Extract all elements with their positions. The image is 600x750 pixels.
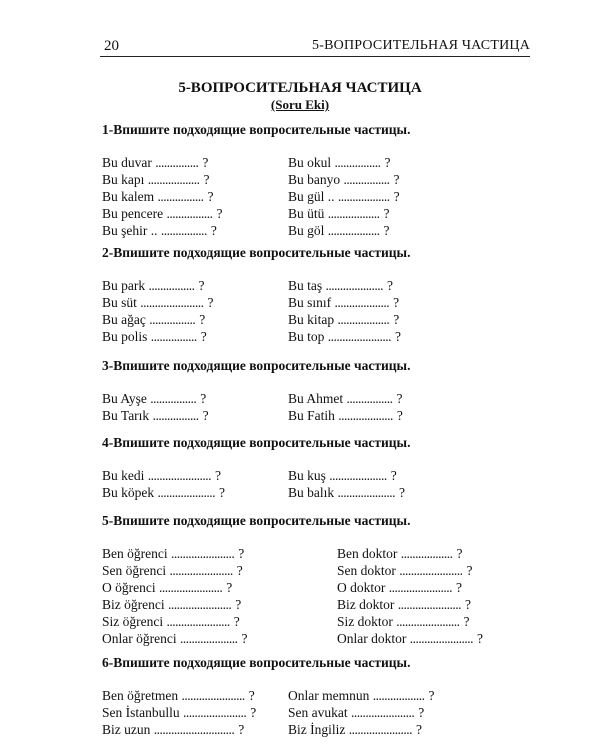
exercise-column-right [337, 545, 483, 647]
exercise-prompt: Bu kapı [102, 172, 148, 187]
exercise-line [288, 277, 401, 294]
question-mark: ? [200, 329, 207, 344]
answer-blank[interactable]: ................... [334, 295, 390, 310]
exercise-heading: 5-Впишите подходящие вопросительные частицы. [102, 513, 411, 528]
exercise-prompt: O doktor [337, 580, 389, 595]
chapter-subtitle: (Soru Eki) [270, 97, 330, 112]
question-mark: ? [202, 155, 209, 170]
exercise-prompt: Bu park [102, 278, 149, 293]
question-mark: ? [238, 722, 245, 737]
exercise-line [102, 545, 247, 562]
exercise-line [337, 596, 483, 613]
exercise-prompt: Bu gül .. [288, 189, 338, 204]
question-mark: ? [200, 391, 207, 406]
exercise-line [102, 721, 256, 738]
question-mark: ? [210, 223, 217, 238]
question-mark: ? [384, 155, 391, 170]
answer-blank[interactable]: ................ [166, 206, 213, 221]
exercise-prompt: Bu okul [288, 155, 335, 170]
question-mark: ? [236, 563, 243, 578]
exercise-prompt: Biz öğrenci [102, 597, 168, 612]
exercise-prompt: Siz öğrenci [102, 614, 167, 629]
exercise-heading: 2-Впишите подходящие вопросительные частицы. [102, 245, 411, 260]
answer-blank[interactable]: .................. [337, 189, 390, 204]
exercise-column-left [102, 545, 247, 647]
answer-blank[interactable]: ...................... [140, 295, 204, 310]
exercise-line [288, 311, 401, 328]
answer-blank[interactable]: ...................... [169, 563, 233, 578]
exercise-line [102, 311, 214, 328]
exercise-column-left [102, 467, 225, 501]
question-mark: ? [476, 631, 483, 646]
exercise-line [102, 579, 247, 596]
exercise-prompt: Bu kuş [288, 468, 330, 483]
answer-blank[interactable]: .................... [325, 278, 384, 293]
exercise-prompt: Bu kedi [102, 468, 148, 483]
exercise-line [288, 467, 405, 484]
answer-blank[interactable]: .................. [147, 172, 200, 187]
answer-blank[interactable]: .................... [179, 631, 238, 646]
exercise-prompt: Biz İngiliz [288, 722, 349, 737]
exercise-column-left [102, 277, 214, 345]
exercise-4 [102, 435, 542, 501]
answer-blank[interactable]: ...................... [396, 614, 460, 629]
answer-blank[interactable]: ................ [150, 329, 197, 344]
answer-blank[interactable]: ............................ [153, 722, 235, 737]
answer-blank[interactable]: .................. [327, 206, 380, 221]
exercise-line [288, 188, 400, 205]
exercise-prompt: Bu Ayşe [102, 391, 151, 406]
exercise-prompt: Bu pencere [102, 206, 167, 221]
question-mark: ? [203, 172, 210, 187]
answer-blank[interactable]: ...................... [388, 580, 452, 595]
answer-blank[interactable]: ................ [148, 278, 195, 293]
exercise-line [337, 562, 483, 579]
exercise-line [102, 467, 225, 484]
question-mark: ? [226, 580, 233, 595]
question-mark: ? [238, 546, 245, 561]
exercise-prompt: Bu taş [288, 278, 326, 293]
exercise-line [102, 188, 222, 205]
exercise-prompt: Bu köpek [102, 485, 158, 500]
exercise-line [337, 630, 483, 647]
question-mark: ? [235, 597, 242, 612]
question-mark: ? [418, 705, 425, 720]
question-mark: ? [198, 278, 205, 293]
question-mark: ? [216, 206, 223, 221]
exercise-6 [102, 655, 542, 738]
page-header [100, 34, 530, 57]
question-mark: ? [233, 614, 240, 629]
question-mark: ? [463, 614, 470, 629]
exercise-line [102, 390, 209, 407]
answer-blank[interactable]: ...................... [158, 580, 223, 595]
answer-blank[interactable]: ................ [343, 172, 390, 187]
answer-blank[interactable]: ...................... [170, 546, 235, 561]
question-mark: ? [207, 295, 214, 310]
question-mark: ? [466, 563, 473, 578]
exercise-prompt: Bu Tarık [102, 408, 153, 423]
exercise-prompt: Bu göl [288, 223, 328, 238]
exercise-line [102, 613, 247, 630]
exercise-line [102, 630, 247, 647]
exercise-1 [102, 122, 542, 239]
answer-blank[interactable]: ...................... [399, 563, 463, 578]
answer-blank[interactable]: .................. [372, 688, 425, 703]
page-number: 20 [104, 38, 119, 54]
exercise-prompt: Bu kitap [288, 312, 338, 327]
answer-blank[interactable]: ...................... [166, 614, 230, 629]
question-mark: ? [199, 312, 206, 327]
exercise-line [288, 154, 400, 171]
question-mark: ? [215, 468, 221, 483]
exercise-line [288, 171, 400, 188]
answer-blank[interactable]: .................... [337, 485, 395, 500]
answer-blank[interactable]: ................ [152, 408, 199, 423]
question-mark: ? [387, 278, 394, 293]
question-mark: ? [202, 408, 209, 423]
question-mark: ? [250, 705, 257, 720]
exercise-grid [102, 277, 542, 345]
exercise-line [102, 294, 214, 311]
exercise-line [102, 171, 222, 188]
exercise-prompt: Sen İstanbullu [102, 705, 183, 720]
answer-blank[interactable]: ............... [155, 155, 199, 170]
exercise-heading: 6-Впишите подходящие вопросительные частицы. [102, 655, 411, 670]
exercise-line [102, 328, 214, 345]
exercise-grid [102, 467, 542, 501]
exercise-column-left [102, 390, 209, 424]
exercise-line [102, 704, 256, 721]
exercise-prompt: Sen öğrenci [102, 563, 170, 578]
exercise-column-right [288, 687, 434, 738]
exercise-line [288, 294, 401, 311]
answer-blank[interactable]: ................ [150, 391, 197, 406]
exercise-grid [102, 154, 542, 239]
exercise-prompt: Bu duvar [102, 155, 156, 170]
exercise-column-right [288, 467, 405, 501]
exercise-line [102, 154, 222, 171]
exercise-prompt: Bu şehir .. [102, 223, 161, 238]
exercise-grid [102, 545, 542, 647]
exercise-line [288, 390, 403, 407]
answer-blank[interactable]: ...................... [147, 468, 211, 483]
exercise-prompt: Bu Fatih [288, 408, 339, 423]
exercise-prompt: Biz doktor [337, 597, 398, 612]
question-mark: ? [393, 312, 400, 327]
answer-blank[interactable]: ...................... [397, 597, 461, 612]
exercise-column-left [102, 687, 256, 738]
answer-blank[interactable]: ...................... [181, 688, 245, 703]
exercise-line [337, 579, 483, 596]
question-mark: ? [383, 206, 390, 221]
exercise-prompt: Bu polis [102, 329, 151, 344]
exercise-line [102, 687, 256, 704]
exercise-column-right [288, 390, 403, 424]
question-mark: ? [248, 688, 255, 703]
exercise-prompt: Biz uzun [102, 722, 154, 737]
answer-blank[interactable]: ...................... [183, 705, 247, 720]
exercise-column-right [288, 154, 400, 239]
exercise-prompt: Onlar öğrenci [102, 631, 180, 646]
exercise-prompt: Ben doktor [337, 546, 401, 561]
question-mark: ? [428, 688, 435, 703]
exercise-line [288, 704, 434, 721]
exercise-prompt: Sen doktor [337, 563, 400, 578]
answer-blank[interactable]: ...................... [167, 597, 232, 612]
exercise-prompt: Bu top [288, 329, 328, 344]
exercise-prompt: Onlar memnun [288, 688, 373, 703]
question-mark: ? [465, 597, 471, 612]
exercise-line [288, 205, 400, 222]
question-mark: ? [393, 295, 400, 310]
exercise-prompt: Siz doktor [337, 614, 397, 629]
question-mark: ? [241, 631, 248, 646]
answer-blank[interactable]: .................... [157, 485, 215, 500]
answer-blank[interactable]: ................ [346, 391, 393, 406]
exercise-prompt: Bu ağaç [102, 312, 150, 327]
answer-blank[interactable]: ...................... [409, 631, 473, 646]
exercise-prompt: Bu kalem [102, 189, 158, 204]
answer-blank[interactable]: ...................... [351, 705, 415, 720]
exercise-prompt: O öğrenci [102, 580, 159, 595]
answer-blank[interactable]: ................ [334, 155, 381, 170]
exercise-line [288, 407, 403, 424]
exercise-heading: 1-Впишите подходящие вопросительные частицы. [102, 122, 411, 137]
question-mark: ? [396, 391, 403, 406]
answer-blank[interactable]: ................... [338, 408, 393, 423]
answer-blank[interactable]: ...................... [348, 722, 412, 737]
answer-blank[interactable]: .................. [400, 546, 453, 561]
exercise-line [288, 484, 405, 501]
question-mark: ? [456, 580, 462, 595]
exercise-line [288, 328, 401, 345]
answer-blank[interactable]: .................. [327, 223, 380, 238]
exercise-prompt: Ben öğretmen [102, 688, 182, 703]
exercise-line [102, 407, 209, 424]
exercise-line [337, 545, 483, 562]
exercise-column-right [288, 277, 401, 345]
exercise-line [102, 277, 214, 294]
exercise-line [288, 721, 434, 738]
exercise-5 [102, 513, 542, 647]
question-mark: ? [383, 223, 390, 238]
exercise-prompt: Ben öğrenci [102, 546, 171, 561]
answer-blank[interactable]: ................ [160, 223, 207, 238]
exercise-grid [102, 687, 542, 738]
exercise-prompt: Bu Ahmet [288, 391, 347, 406]
exercise-column-left [102, 154, 222, 239]
exercise-line [337, 613, 483, 630]
exercise-heading: 4-Впишите подходящие вопросительные частицы. [102, 435, 411, 450]
exercise-line [102, 596, 247, 613]
question-mark: ? [393, 189, 400, 204]
running-title: 5-ВОПРОСИТЕЛЬНАЯ ЧАСТИЦА [312, 38, 530, 53]
question-mark: ? [393, 172, 400, 187]
exercise-line [102, 205, 222, 222]
question-mark: ? [399, 485, 405, 500]
exercise-prompt: Onlar doktor [337, 631, 410, 646]
question-mark: ? [395, 329, 402, 344]
question-mark: ? [390, 468, 397, 483]
question-mark: ? [219, 485, 225, 500]
answer-blank[interactable]: .................. [337, 312, 390, 327]
exercise-line [102, 562, 247, 579]
exercise-line [288, 687, 434, 704]
exercise-2 [102, 245, 542, 345]
exercise-prompt: Bu sınıf [288, 295, 335, 310]
answer-blank[interactable]: ...................... [327, 329, 392, 344]
question-mark: ? [207, 189, 214, 204]
exercise-prompt: Bu balık [288, 485, 338, 500]
exercise-grid [102, 390, 542, 424]
exercise-line [102, 222, 222, 239]
exercise-prompt: Bu süt [102, 295, 141, 310]
exercise-line [288, 222, 400, 239]
exercise-prompt: Bu ütü [288, 206, 328, 221]
exercise-prompt: Bu banyo [288, 172, 344, 187]
exercise-heading: 3-Впишите подходящие вопросительные частицы. [102, 358, 411, 373]
exercise-line [102, 484, 225, 501]
exercise-prompt: Sen avukat [288, 705, 351, 720]
answer-blank[interactable]: ................ [157, 189, 204, 204]
answer-blank[interactable]: .................... [329, 468, 387, 483]
exercise-3 [102, 358, 542, 424]
question-mark: ? [416, 722, 422, 737]
chapter-title: 5-ВОПРОСИТЕЛЬНАЯ ЧАСТИЦА [178, 80, 422, 96]
answer-blank[interactable]: ................ [149, 312, 196, 327]
question-mark: ? [396, 408, 403, 423]
question-mark: ? [456, 546, 463, 561]
